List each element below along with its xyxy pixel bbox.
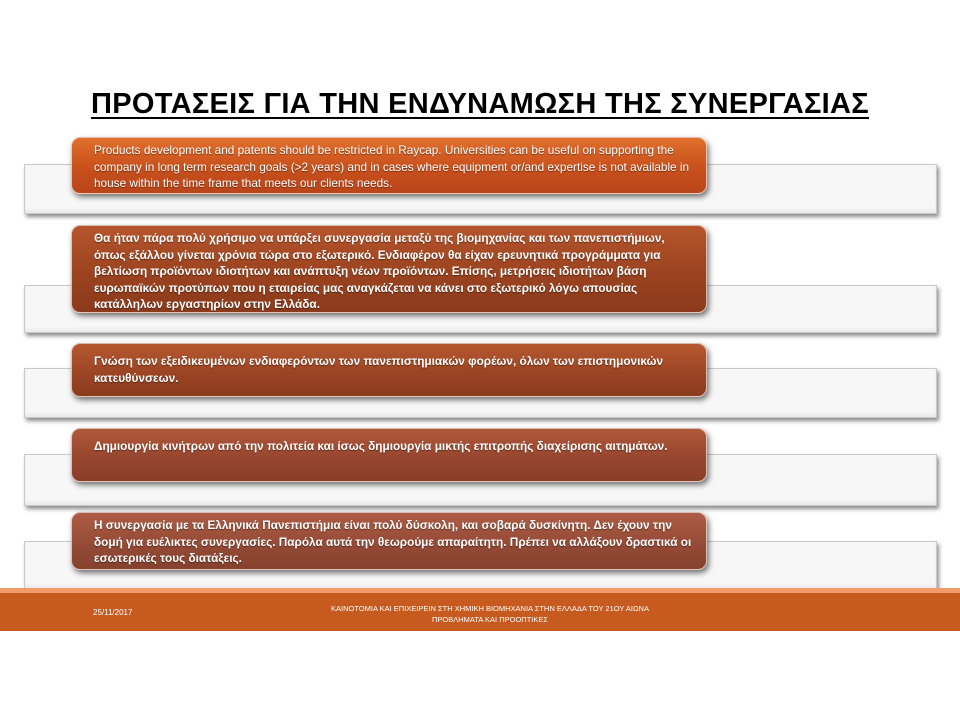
proposal-callout <box>71 343 707 397</box>
footer-title <box>300 603 680 625</box>
proposal-callout <box>71 137 707 194</box>
slide-title: ΠΡΟΤΑΣΕΙΣ ΓΙΑ ΤΗΝ ΕΝΔΥΝΑΜΩΣΗ ΤΗΣ ΣΥΝΕΡΓΑΣΙΑΣ <box>90 88 869 120</box>
footer-date: 25/11/2017 <box>93 608 133 617</box>
footer-title-line-2: ΠΡΟΒΛΗΜΑΤΑ ΚΑΙ ΠΡΟΟΠΤΙΚΕΣ <box>431 615 549 624</box>
proposal-text: Θα ήταν πάρα πολύ χρήσιμο να υπάρξει συνεργασία μεταξύ της βιομηχανίας και των πανεπιστήμιων, όπως εξάλλου γίνεται χρόνια τώρα στο εξωτερικό. Ενδιαφέρον θα είχαν ερευνητικά προγράμματα για βελτίωση προϊόντων ιδιοτήτων και ανάπτυξη νέων προϊόντων. Επίσης, μετρήσεις ιδιοτήτων βάση ευρωπαϊκών προτύπων που η εταιρείας μας αναγκάζεται να κάνει στο εξωτερικό λόγω απουσίας κατάλληλων εργαστηρίων στην Ελλάδα. <box>94 231 665 312</box>
proposal-callout <box>71 428 707 482</box>
proposal-callout <box>71 512 707 570</box>
footer-title-line-1: ΚΑΙΝΟΤΟΜΙΑ ΚΑΙ ΕΠΙΧΕΙΡΕΙΝ ΣΤΗ ΧΗΜΙΚΗ ΒΙΟΜΗΧΑΝΙΑ ΣΤΗΝ ΕΛΛΑΔΑ ΤΟΥ 21ΟΥ ΑΙΩΝΑ <box>331 604 649 613</box>
proposal-text: Δημιουργία κινήτρων από την πολιτεία και ίσως δημιουργία μικτής επιτροπής διαχείρισης αιτημάτων. <box>94 439 668 453</box>
proposal-callout <box>71 225 707 313</box>
proposal-text: Η συνεργασία με τα Ελληνικά Πανεπιστήμια είναι πολύ δύσκολη, και σοβαρά δυσκίνητη. Δεν έχουν την δομή για ευέλικτες συνεργασίες. Παρόλα αυτά την θεωρούμε απαραίτητη. Πρέπει να αλλάξουν δραστικά οι εσωτερικές τους διατάξεις. <box>94 518 692 566</box>
proposal-text: Products development and patents should be restricted in Raycap. Universities can be useful on supporting the company in long term research goals (>2 years) and in cases where equipment or/and expertise is not available in house within the time frame that meets our clients needs. <box>94 143 690 191</box>
proposal-text: Γνώση των εξειδικευμένων ενδιαφερόντων των πανεπιστημιακών φορέων, όλων των επιστημονικών κατευθύνσεων. <box>94 354 664 385</box>
